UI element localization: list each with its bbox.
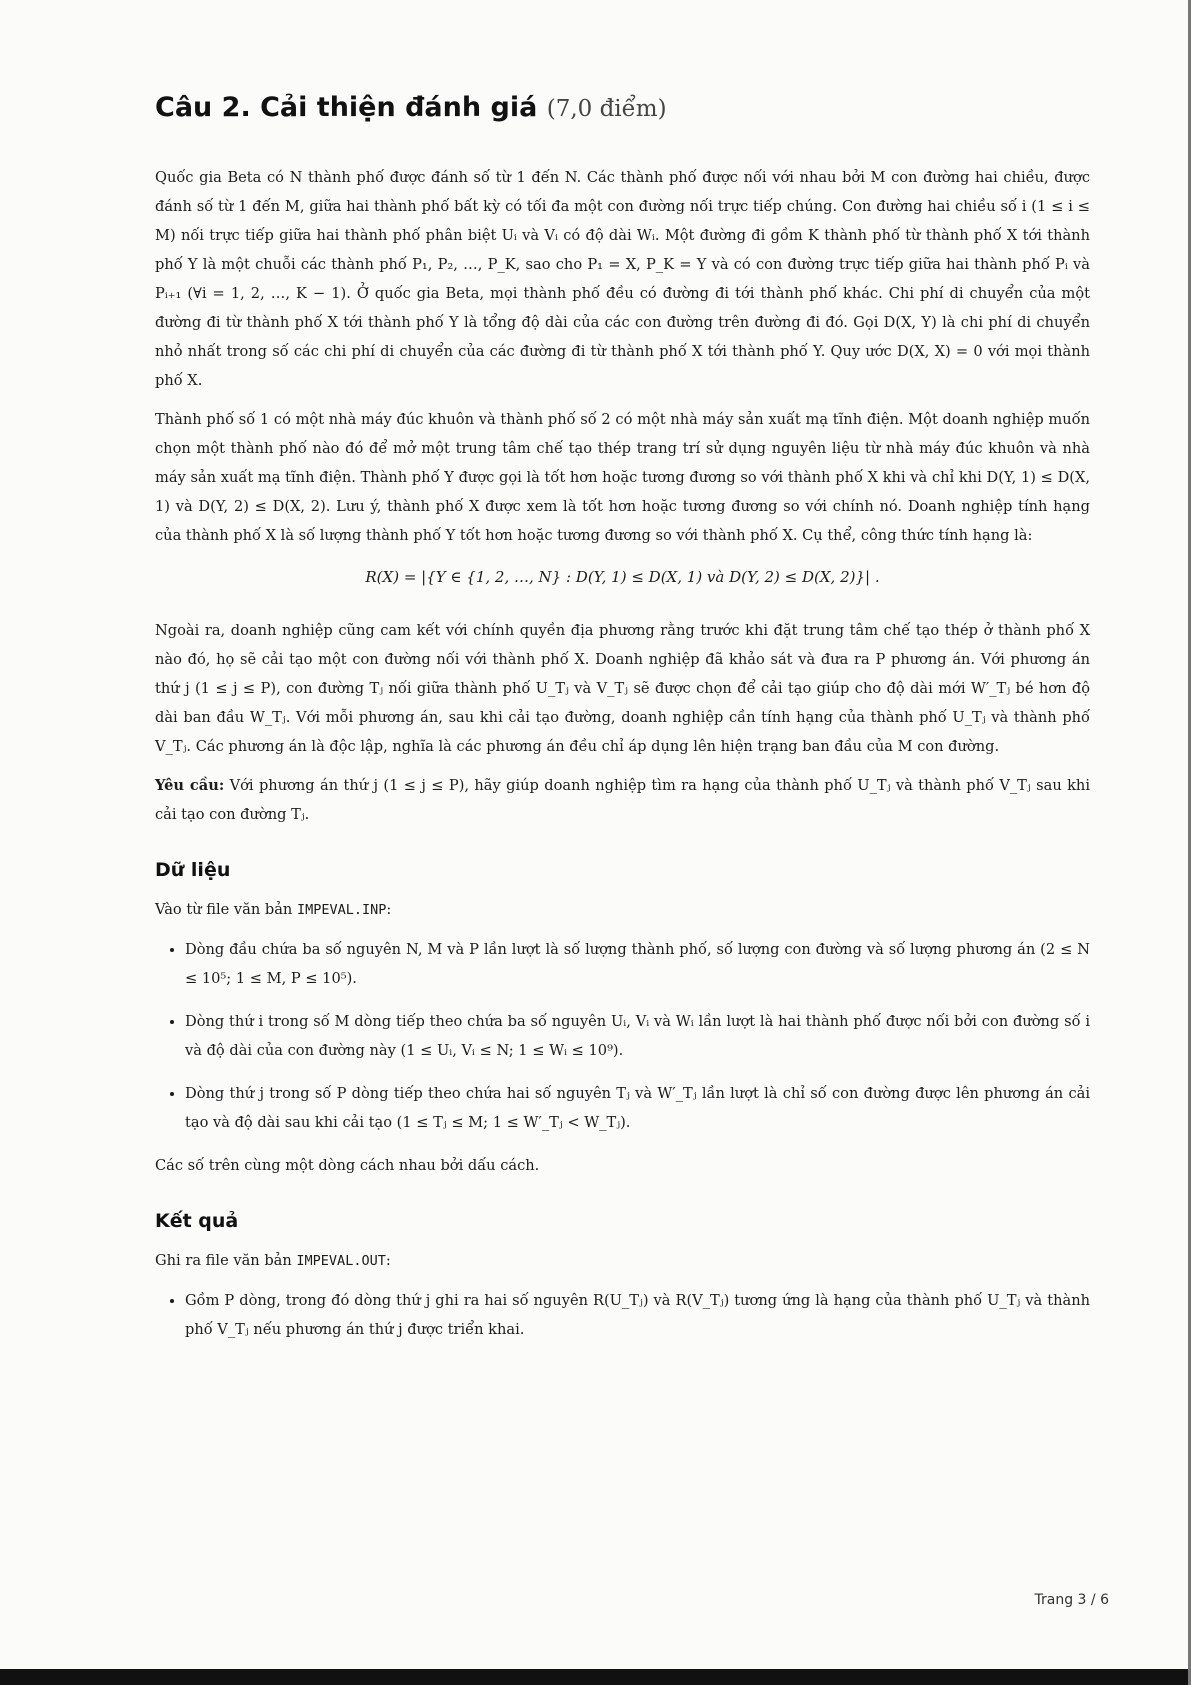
problem-title [155,92,1090,123]
output-intro-suffix: : [385,1252,391,1269]
input-item-3: • Dòng thứ j trong số P dòng tiếp theo chứa hai số nguyên Tⱼ và W′_Tⱼ lần lượt là chỉ số con đường được lên phương án cải tạo và độ dài sau khi cải tạo (1 ≤ Tⱼ ≤ M; 1 ≤ W′_Tⱼ < W_Tⱼ). [185,1079,1090,1137]
title-main: Câu 2. Cải thiện đánh giá [155,92,538,123]
output-filename: IMPEVAL.OUT [296,1253,386,1269]
input-note: Các số trên cùng một dòng cách nhau bởi dấu cách. [155,1157,540,1174]
requirement-text: Với phương án thứ j (1 ≤ j ≤ P), hãy giúp doanh nghiệp tìm ra hạng của thành phố U_Tⱼ và thành phố V_Tⱼ sau khi cải tạo con đường Tⱼ. [155,777,1091,823]
requirement-label: Yêu cầu: [155,777,225,794]
output-list [155,1286,1090,1344]
statement-paragraph-3: Ngoài ra, doanh nghiệp cũng cam kết với chính quyền địa phương rằng trước khi đặt trung tâm chế tạo thép ở thành phố X nào đó, họ sẽ cải tạo một con đường nối với thành phố X. Doanh nghiệp đã khảo sát và đưa ra P phương án. Với phương án thứ j (1 ≤ j ≤ P), con đường Tⱼ nối giữa thành phố U_Tⱼ và V_Tⱼ sẽ được chọn để cải tạo giúp cho độ dài mới W′_Tⱼ bé hơn độ dài ban đầu W_Tⱼ. Với mỗi phương án, sau khi cải tạo đường, doanh nghiệp cần tính hạng của thành phố U_Tⱼ và thành phố V_Tⱼ. Các phương án là độc lập, nghĩa là các phương án đều chỉ áp dụng lên hiện trạng ban đầu của M con đường. [155,622,1090,755]
input-filename: IMPEVAL.INP [296,902,387,918]
output-heading: Kết quả [155,1210,239,1232]
problem-page [155,92,1090,1358]
input-list [155,935,1090,1137]
statement-paragraph-1: Quốc gia Beta có N thành phố được đánh số từ 1 đến N. Các thành phố được nối với nhau bởi M con đường hai chiều, được đánh số từ 1 đến M, giữa hai thành phố bất kỳ có tối đa một con đường nối trực tiếp chúng. Con đường hai chiều số i (1 ≤ i ≤ M) nối trực tiếp giữa hai thành phố phân biệt Uᵢ và Vᵢ có độ dài Wᵢ. Một đường đi gồm K thành phố từ thành phố X tới thành phố Y là một chuỗi các thành phố P₁, P₂, …, P_K, sao cho P₁ = X, P_K = Y và có con đường trực tiếp giữa hai thành phố Pᵢ và Pᵢ₊₁ (∀i = 1, 2, …, K − 1). Ở quốc gia Beta, mọi thành phố đều có đường đi tới thành phố khác. Chi phí di chuyển của một đường đi từ thành phố X tới thành phố Y là tổng độ dài của các con đường trên đường đi đó. Gọi D(X, Y) là chi phí di chuyển nhỏ nhất trong số các chi phí di chuyển của các đường đi từ thành phố X tới thành phố Y. Quy ước D(X, X) = 0 với mọi thành phố X. [155,169,1090,389]
input-intro [155,895,1090,925]
output-intro-prefix: Ghi ra file văn bản [155,1252,297,1269]
statement-paragraph-2: Thành phố số 1 có một nhà máy đúc khuôn và thành phố số 2 có một nhà máy sản xuất mạ tĩnh điện. Một doanh nghiệp muốn chọn một thành phố nào đó để mở một trung tâm chế tạo thép trang trí sử dụng nguyên liệu từ nhà máy đúc khuôn và nhà máy sản xuất mạ tĩnh điện. Thành phố Y được gọi là tốt hơn hoặc tương đương so với thành phố X khi và chỉ khi D(Y, 1) ≤ D(X, 1) và D(Y, 2) ≤ D(X, 2). Lưu ý, thành phố X được xem là tốt hơn hoặc tương đương so với chính nó. Doanh nghiệp tính hạng của thành phố X là số lượng thành phố Y tốt hơn hoặc tương đương so với thành phố X. Cụ thể, công thức tính hạng là: [155,411,1090,544]
input-item-1: • Dòng đầu chứa ba số nguyên N, M và P lần lượt là số lượng thành phố, số lượng con đường và số lượng phương án (2 ≤ N ≤ 10⁵; 1 ≤ M, P ≤ 10⁵). [185,935,1090,993]
title-points: (7,0 điểm) [546,96,667,122]
output-intro [155,1246,1090,1276]
input-item-2: • Dòng thứ i trong số M dòng tiếp theo chứa ba số nguyên Uᵢ, Vᵢ và Wᵢ lần lượt là hai thành phố được nối bởi con đường số i và độ dài của con đường này (1 ≤ Uᵢ, Vᵢ ≤ N; 1 ≤ Wᵢ ≤ 10⁹). [185,1007,1090,1065]
output-item-1: • Gồm P dòng, trong đó dòng thứ j ghi ra hai số nguyên R(U_Tⱼ) và R(V_Tⱼ) tương ứng là hạng của thành phố U_Tⱼ và thành phố V_Tⱼ nếu phương án thứ j được triển khai. [185,1286,1090,1344]
input-heading: Dữ liệu [155,859,231,881]
input-intro-suffix: : [386,901,392,918]
scan-bottom-edge [0,1669,1191,1685]
page-number: Trang 3 / 6 [1034,1592,1109,1608]
requirement-paragraph [155,771,1090,829]
input-intro-prefix: Vào từ file văn bản [155,901,297,918]
rank-formula: R(X) = |{Y ∈ {1, 2, …, N} : D(Y, 1) ≤ D(X, 1) và D(Y, 2) ≤ D(X, 2)}| . [365,568,880,586]
